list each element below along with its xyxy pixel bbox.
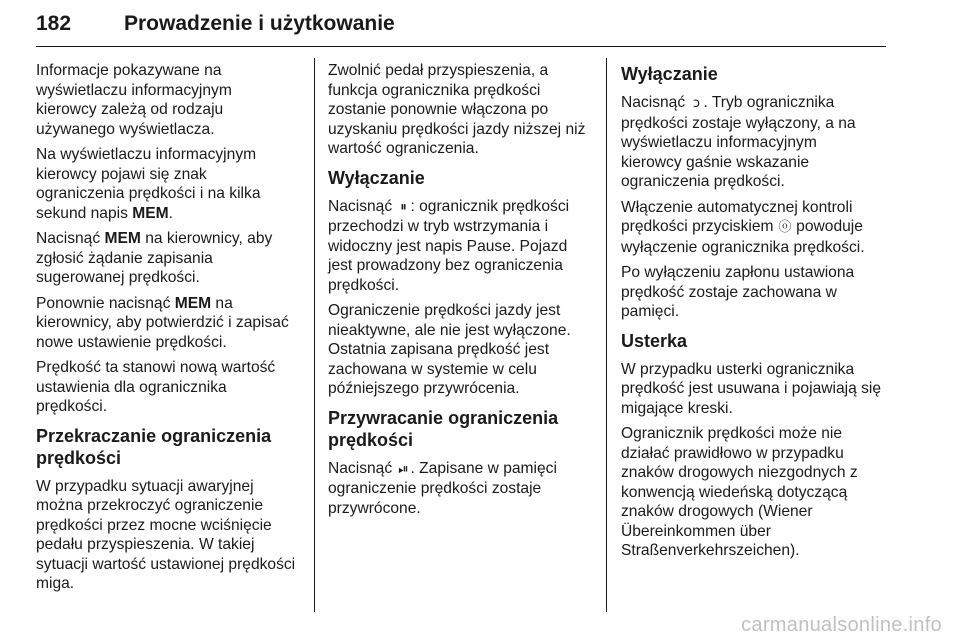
text-line: prędkość jest usuwana i pojawiają się bbox=[621, 380, 882, 397]
text-line: znaków drogowych (Wiener bbox=[621, 503, 813, 520]
page-number: 182 bbox=[36, 12, 72, 35]
resume-icon: ⏯ bbox=[398, 461, 409, 477]
text-line: W przypadku usterki ogranicznika bbox=[621, 360, 855, 378]
section-heading bbox=[621, 330, 893, 352]
paragraph bbox=[36, 477, 308, 594]
text-run: Ponownie nacisnąć bbox=[36, 294, 175, 312]
text-run: Nacisnąć bbox=[328, 459, 397, 477]
paragraph bbox=[328, 301, 600, 399]
pause-icon: ⏸ bbox=[400, 199, 407, 215]
text-line bbox=[621, 217, 893, 238]
text-line: kierowcy zależą od rodzaju bbox=[36, 101, 224, 118]
text-line: przywrócone. bbox=[328, 499, 421, 517]
text-line: kierownicy, aby potwierdzić i zapisać bbox=[36, 314, 289, 331]
paragraph bbox=[621, 198, 893, 258]
paragraph bbox=[36, 358, 308, 417]
text-run: na kierownicy, aby bbox=[140, 230, 273, 247]
paragraph bbox=[621, 263, 893, 322]
text-line: wyświetlaczu informacyjnym bbox=[36, 81, 232, 99]
text-line: pamięci. bbox=[621, 303, 680, 320]
text-line: konwencją wiedeńską dotyczącą bbox=[621, 483, 848, 501]
paragraph bbox=[36, 229, 308, 288]
text-line: W przypadku sytuacji awaryjnej bbox=[36, 477, 254, 495]
text-line bbox=[328, 459, 600, 480]
text-line: funkcja ogranicznika prędkości bbox=[328, 81, 541, 99]
text-line: Po wyłączeniu zapłonu ustawiona bbox=[621, 264, 855, 281]
heading-line: Przekraczanie ograniczenia bbox=[36, 425, 272, 446]
text-line: wartość ograniczenia. bbox=[328, 140, 479, 157]
text-line: kierowcy gaśnie wskazanie bbox=[621, 153, 810, 171]
text-line: używanego wyświetlacza. bbox=[36, 120, 215, 138]
column-divider-1 bbox=[314, 58, 315, 612]
text-line: wyświetlaczu informacyjnym bbox=[621, 134, 817, 151]
section-heading bbox=[328, 407, 600, 451]
text-run: : ogranicznik prędkości bbox=[410, 197, 570, 215]
text-line: zachowana w systemie w celu bbox=[328, 360, 537, 378]
text-line: sugerowanej prędkości. bbox=[36, 269, 200, 286]
limiter-off-icon: ↄ bbox=[692, 96, 701, 111]
text-line: ograniczenie prędkości zostaje bbox=[328, 480, 542, 497]
text-run: na bbox=[211, 294, 233, 312]
text-line: jest prowadzony bez ograniczenia bbox=[328, 257, 563, 274]
paragraph bbox=[621, 93, 893, 192]
text-line: prędkość zostaje zachowana w bbox=[621, 283, 837, 301]
text-line: nowe ustawienie prędkości. bbox=[36, 333, 227, 351]
text-line: Ogranicznik prędkości może nie bbox=[621, 425, 843, 442]
paragraph bbox=[36, 145, 308, 223]
text-line: przechodzi w tryb wstrzymania i bbox=[328, 218, 549, 235]
header-divider bbox=[36, 46, 886, 47]
column-2 bbox=[328, 61, 600, 524]
text-run: sekund napis bbox=[36, 204, 133, 222]
text-run: powoduje bbox=[791, 218, 863, 235]
text-line: Prędkość ta stanowi nową wartość bbox=[36, 359, 276, 376]
text-line: pedału przyspieszenia. W takiej bbox=[36, 536, 255, 553]
text-line bbox=[328, 197, 600, 218]
heading-line: Usterka bbox=[621, 330, 688, 351]
mem-label: MEM bbox=[174, 294, 212, 312]
text-line bbox=[36, 229, 308, 249]
text-line: wyłączenie ogranicznika prędkości. bbox=[621, 238, 865, 256]
text-line: ograniczenia prędkości. bbox=[621, 173, 785, 190]
text-line: zostanie ponownie włączona po bbox=[328, 101, 549, 118]
text-line bbox=[36, 294, 308, 314]
text-run: prędkości przyciskiem bbox=[621, 218, 778, 235]
paragraph bbox=[36, 294, 308, 353]
text-line: Włączenie automatycznej kontroli bbox=[621, 198, 853, 216]
section-heading bbox=[328, 167, 600, 189]
text-line: Zwolnić pedał przyspieszenia, a bbox=[328, 62, 549, 79]
text-line bbox=[621, 93, 893, 114]
text-line: Informacje pokazywane na bbox=[36, 62, 222, 79]
text-line: późniejszego przywrócenia. bbox=[328, 380, 520, 397]
text-line: Straßenverkehrszeichen). bbox=[621, 542, 800, 559]
text-line: Ostatnia zapisana prędkość jest bbox=[328, 341, 550, 358]
page-header bbox=[36, 12, 886, 46]
paragraph bbox=[328, 61, 600, 159]
text-line: sytuacji wartość ustawionej prędkości bbox=[36, 555, 296, 573]
text-line: ustawienia dla ogranicznika bbox=[36, 378, 227, 396]
cruise-control-icon: ⓞ bbox=[778, 220, 792, 235]
text-run: Nacisnąć bbox=[36, 230, 105, 247]
text-line: prędkości zostaje wyłączony, a na bbox=[621, 114, 856, 132]
paragraph bbox=[328, 459, 600, 519]
text-line: Ograniczenie prędkości jazdy jest bbox=[328, 302, 561, 319]
text-line: migające kreski. bbox=[621, 399, 733, 417]
mem-label: MEM bbox=[132, 204, 169, 222]
text-run: Nacisnąć bbox=[328, 197, 397, 215]
page-title: Prowadzenie i użytkowanie bbox=[124, 12, 395, 35]
paragraph bbox=[36, 61, 308, 139]
heading-line: Wyłączanie bbox=[328, 167, 425, 188]
heading-line: Wyłączanie bbox=[621, 64, 718, 84]
text-line: znaków drogowych niezgodnych z bbox=[621, 464, 858, 481]
text-run: . bbox=[168, 204, 173, 222]
mem-label: MEM bbox=[104, 230, 141, 247]
paragraph bbox=[621, 424, 893, 561]
text-run: Nacisnąć bbox=[621, 94, 690, 111]
section-heading bbox=[36, 425, 308, 469]
text-run: . Zapisane w pamięci bbox=[410, 459, 557, 477]
text-run: . Tryb ogranicznika bbox=[703, 94, 835, 111]
heading-line: Przywracanie ograniczenia bbox=[328, 407, 559, 428]
text-line: można przekroczyć ograniczenie bbox=[36, 497, 264, 514]
text-line: zgłosić żądanie zapisania bbox=[36, 249, 213, 267]
text-line: kierowcy pojawi się znak bbox=[36, 165, 207, 183]
text-line: miga. bbox=[36, 575, 75, 592]
text-line bbox=[36, 204, 308, 224]
section-heading bbox=[621, 63, 893, 85]
column-1 bbox=[36, 61, 308, 600]
paragraph bbox=[328, 197, 600, 296]
text-line: ograniczenia prędkości i na kilka bbox=[36, 185, 261, 202]
watermark: carmanualsonline.info bbox=[741, 614, 942, 636]
paragraph bbox=[621, 360, 893, 419]
heading-line: prędkości bbox=[328, 429, 414, 450]
text-line: działać prawidłowo w przypadku bbox=[621, 444, 844, 462]
text-line: prędkości. bbox=[36, 398, 108, 415]
text-line: Übereinkommen über bbox=[621, 522, 771, 540]
column-3 bbox=[621, 61, 893, 567]
text-line: uzyskaniu prędkości jazdy niższej niż bbox=[328, 120, 586, 138]
heading-line: prędkości bbox=[36, 447, 122, 468]
text-line: Na wyświetlaczu informacyjnym bbox=[36, 146, 257, 163]
column-divider-2 bbox=[606, 58, 607, 612]
text-line: nieaktywne, ale nie jest wyłączone. bbox=[328, 321, 571, 339]
text-line: prędkości przez mocne wciśnięcie bbox=[36, 516, 272, 534]
text-line: prędkości. bbox=[328, 276, 400, 294]
text-line: widoczny jest napis Pause. Pojazd bbox=[328, 237, 568, 255]
